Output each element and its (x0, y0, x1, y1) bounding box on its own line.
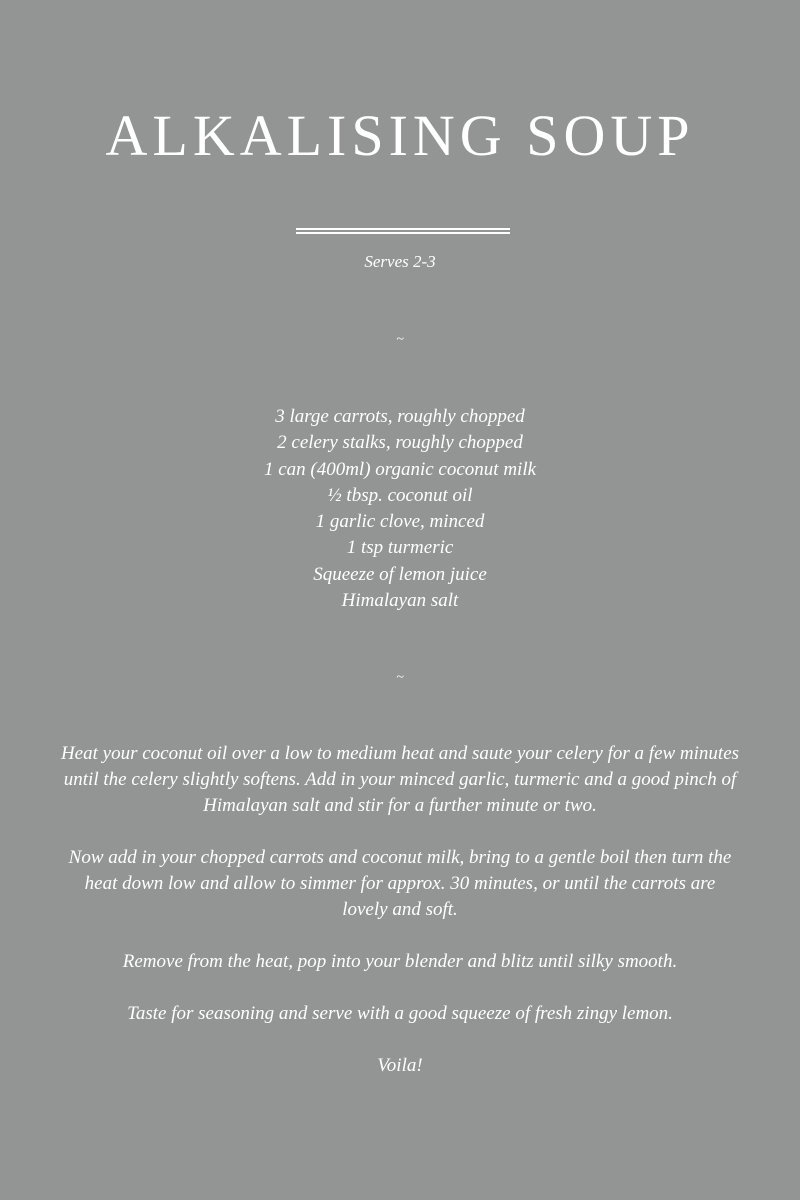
section-separator: ~ (396, 332, 404, 347)
divider-line-bottom (296, 232, 510, 234)
ingredient-item: 1 tsp turmeric (346, 537, 454, 559)
method-step: Remove from the heat, pop into your blender and blitz until silky smooth. (122, 951, 678, 972)
method-section (60, 741, 740, 1105)
ingredients-list (0, 404, 800, 614)
method-step: Now add in your chopped carrots and coconut milk, bring to a gentle boil then turn the heat down low and allow to simmer for approx. 30 minutes, or until the carrots are lovely and soft. (68, 847, 732, 920)
ingredient-item: 3 large carrots, roughly chopped (275, 406, 525, 427)
ingredient-item: 2 celery stalks, roughly chopped (277, 432, 523, 454)
method-step: Taste for seasoning and serve with a good squeeze of fresh zingy lemon. (127, 1003, 673, 1024)
ingredient-item: Himalayan salt (341, 590, 459, 612)
title-divider (296, 228, 510, 234)
section-separator: ~ (396, 670, 404, 685)
divider-line-top (296, 228, 510, 230)
recipe-title: ALKALISING SOUP (105, 103, 695, 168)
ingredient-item: 1 can (400ml) organic coconut milk (263, 458, 537, 480)
ingredient-item: Squeeze of lemon juice (313, 563, 487, 585)
ingredient-item: ½ tbsp. coconut oil (327, 484, 473, 506)
method-step: Heat your coconut oil over a low to medium heat and saute your celery for a few minutes until the celery slightly softens. Add in your minced garlic, turmeric and a good pinch of Himalayan salt and stir for a further minute or two. (60, 743, 740, 816)
ingredient-item: 1 garlic clove, minced (315, 511, 485, 533)
method-closing: Voila! (377, 1055, 423, 1076)
serves-text: Serves 2-3 (364, 252, 436, 271)
